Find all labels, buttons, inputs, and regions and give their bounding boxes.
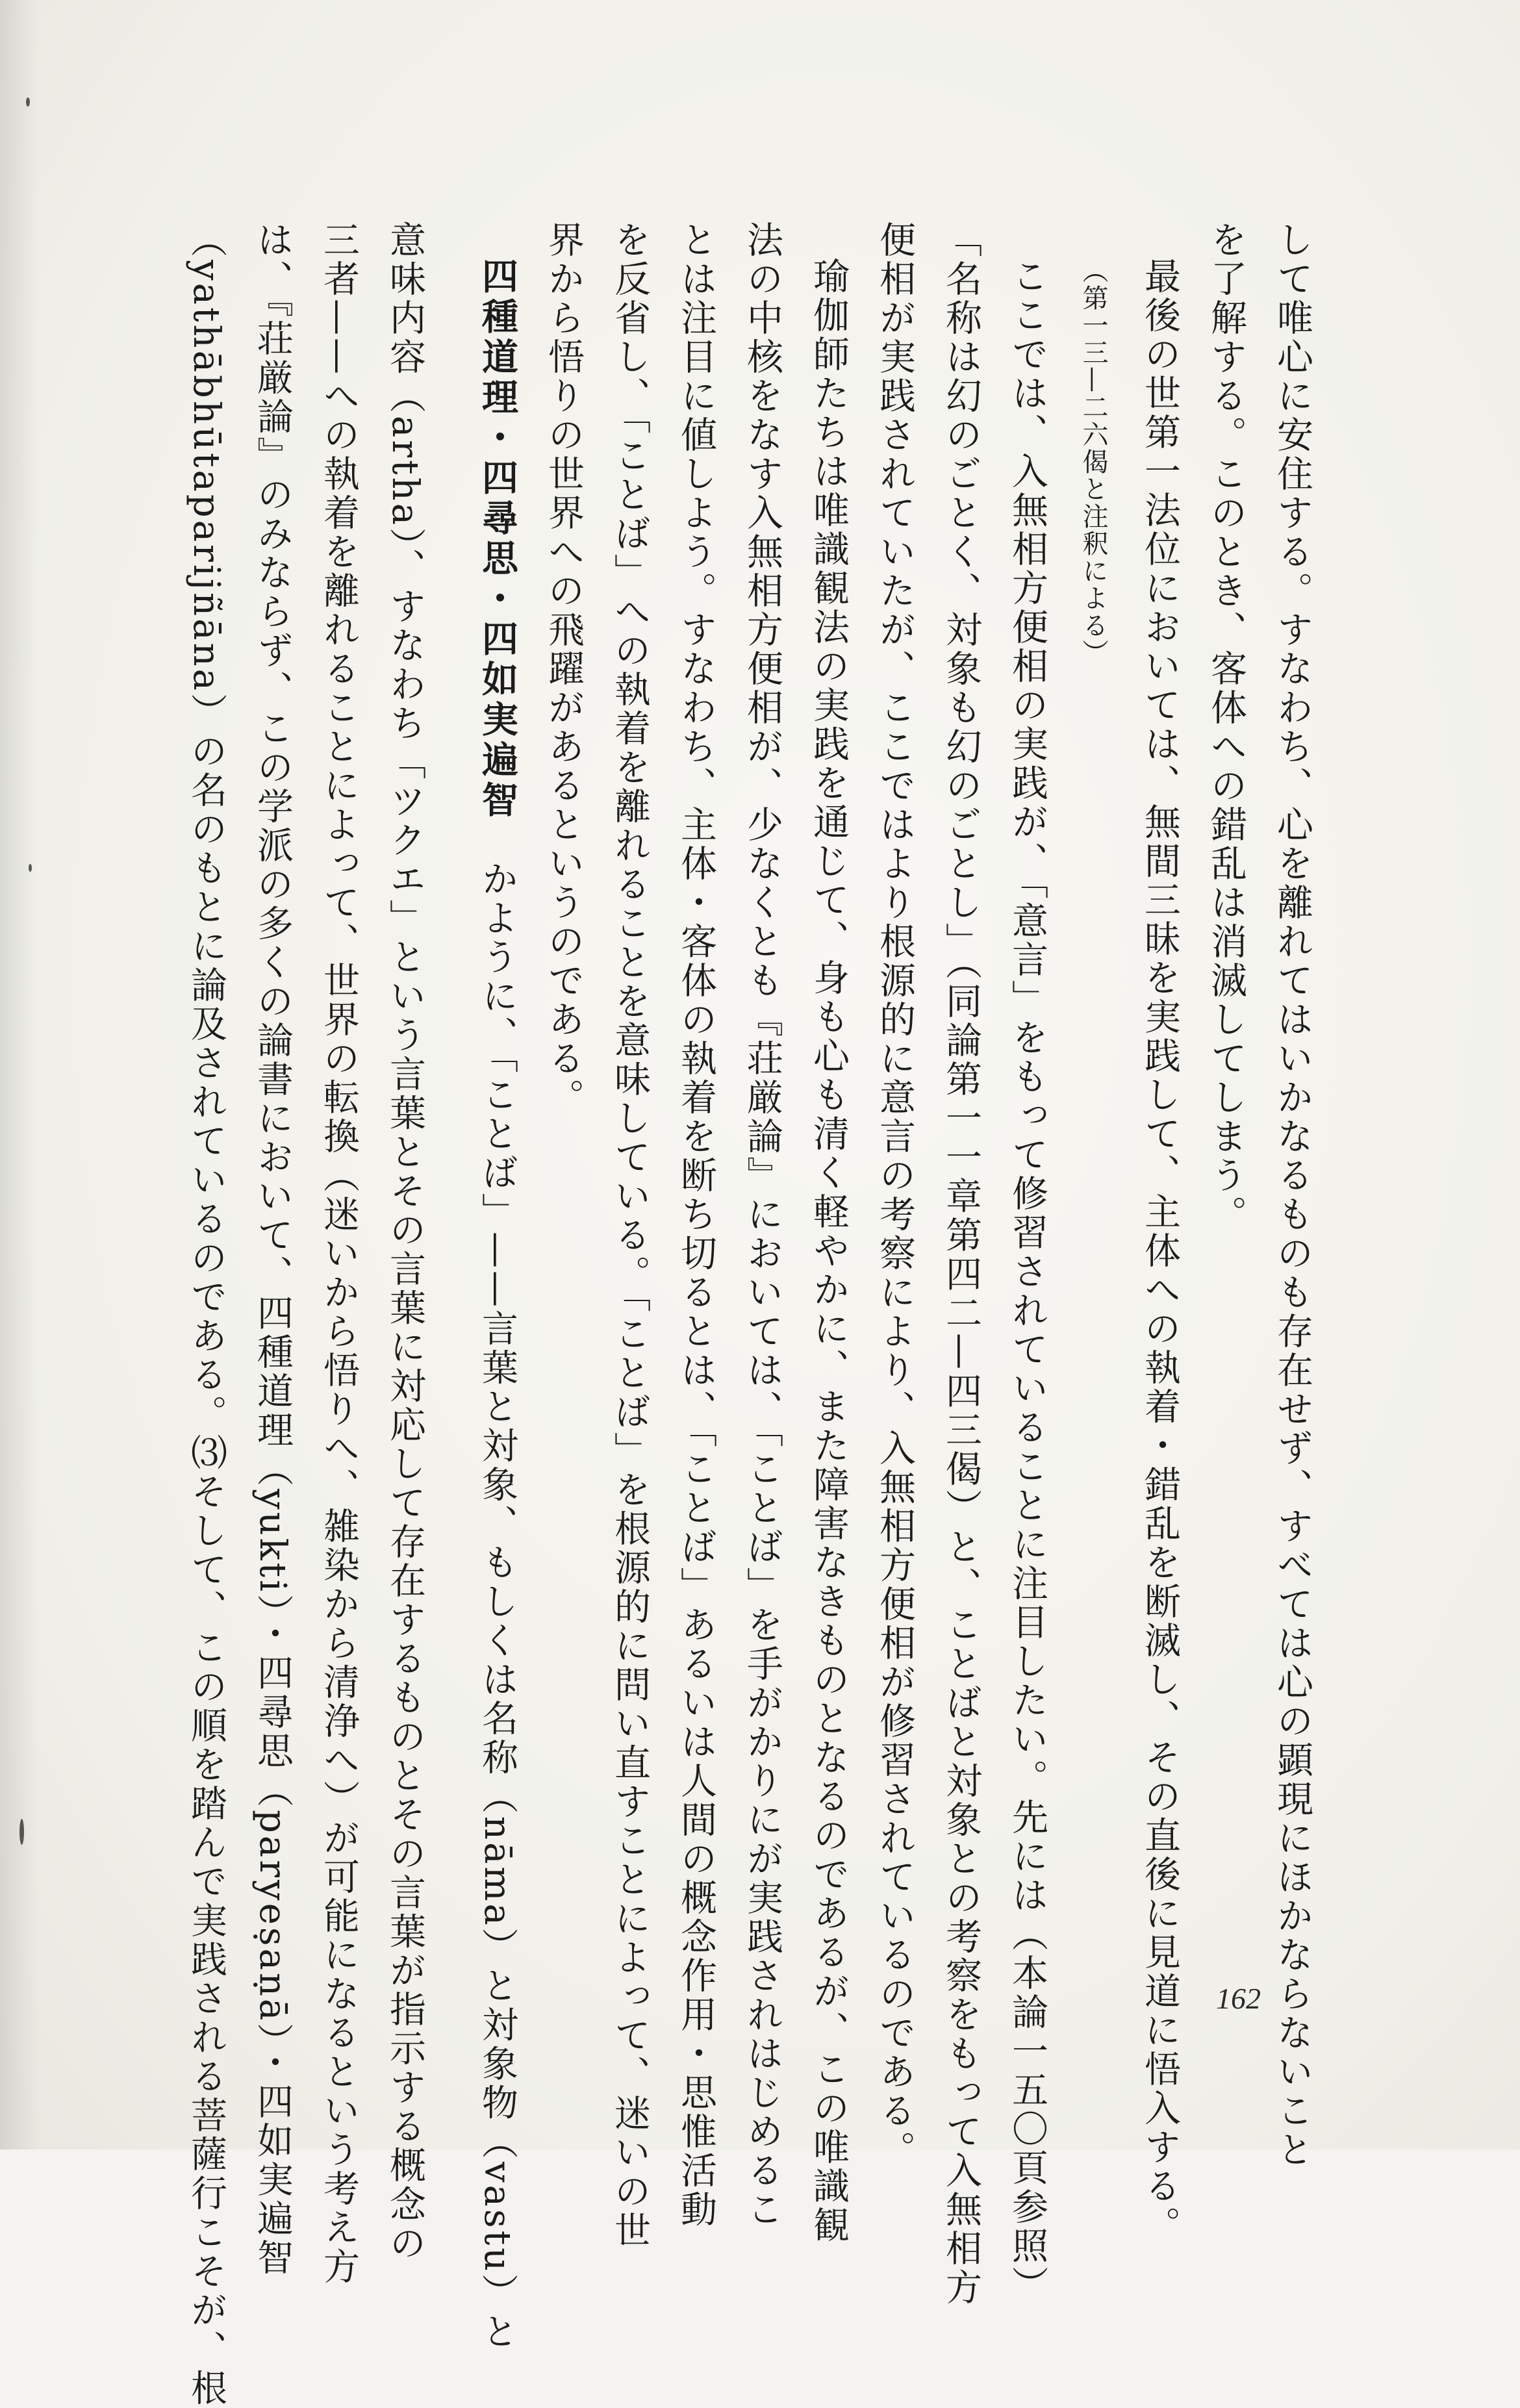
section-text: かように、「ことば」——言葉と対象、もしくは名称（nāma）と対象物（vastu）と — [476, 860, 518, 2352]
section-line — [464, 221, 530, 2352]
citation-note: （第一三—二六偈と注釈による） — [1078, 257, 1108, 666]
body-line: を反省し、「ことば」への執着を離れることを意味している。「ことば」を根源的に問い直すことによって、迷いの世 — [609, 221, 651, 2250]
section-heading: 四種道理・四尋思・四如実遍智 — [476, 257, 518, 821]
scan-speck — [29, 864, 32, 872]
body-line: 三者——への執着を離れることによって、世界の転換（迷いから悟りへ、雑染から清浄へ）が可能になるという考え方 — [318, 221, 360, 2287]
body-line: 法の中核をなす入無相方便相が、少なくとも『荘厳論』においては、「ことば」を手がかりにが実践されはじめるこ — [741, 221, 783, 2229]
page-number: 162 — [1216, 1982, 1261, 2015]
body-line: は、『荘厳論』のみならず、この学派の多くの論書において、四種道理（yukti）・四尋思（paryeṣaṇā）・四如実遍智 — [251, 221, 294, 2278]
body-line: 便相が実践されていたが、ここではより根源的に意言の考察により、入無相方便相が修習されているのである。 — [874, 221, 916, 2170]
body-line: を了解する。このとき、客体への錯乱は消滅してしまう。 — [1205, 221, 1247, 1234]
body-line: 意味内容（artha）、すなわち「ツクエ」という言葉とその言葉に対応して存在するものとその言葉が指示する概念の — [384, 221, 426, 2264]
body-line: 「名称は幻のごとく、対象も幻のごとし」（同論第一一章第四二—四三偈）と、ことばと対象との考察をもって入無相方 — [940, 221, 982, 2307]
body-line: ここでは、入無相方便相の実践が、「意言」をもって修習されていることに注目したい。先には（本論一五〇頁参照） — [1006, 257, 1048, 2305]
scan-speck — [19, 1819, 24, 1845]
scan-speck — [26, 97, 30, 107]
body-line: （yathābhūtaparijñāna）の名のもとに論及されているのである。⑶そして、この順を踏んで実践される菩薩行こそが、根 — [185, 221, 227, 2408]
body-line: して唯心に安住する。すなわち、心を離れてはいかなるものも存在せず、すべては心の顕現にほかならないこと — [1271, 221, 1313, 2170]
body-line: 最後の世第一法位においては、無間三昧を実践して、主体への執着・錯乱を断滅し、その直後に見道に悟入する。 — [1139, 257, 1181, 2245]
body-line: 瑜伽師たちは唯識観法の実践を通じて、身も心も清く軽やかに、また障害なきものとなるのであるが、この唯識観 — [807, 257, 850, 2245]
body-line: とは注目に値しよう。すなわち、主体・客体の執着を断ち切るとは、「ことば」あるいは人間の概念作用・思惟活動 — [675, 221, 717, 2229]
body-line: 界から悟りの世界への飛躍があるというのである。 — [542, 221, 585, 1117]
